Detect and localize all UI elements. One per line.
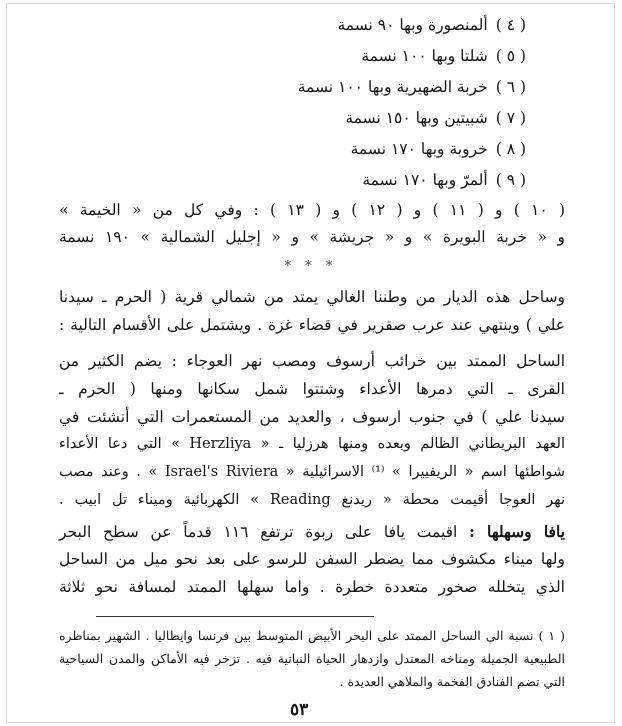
coast-line-1: الساحل الممتد بين خرائب أرسوف ومصب نهر العوجاء : يضم الكثير من [59,352,565,370]
section-separator: * * * [284,259,338,274]
footnote-line-1: ( ١ ) نسبة الى الساحل الممتد على البحر الأبيض المتوسط بين فرنسا وايطاليا . الشهير بمناظره [59,628,565,643]
villages-line-1: ( ١٠ ) و ( ١١ ) و ( ١٢ ) و ( ١٣ ) : وفي كل من « الخيمة » [59,201,565,219]
intro-line-1: وساحل هذه الديار من وطننا الغالي يمتد من شمالي قرية ( الحرم ـ سيدنا [59,288,565,306]
page-number: ٥٣ [290,700,309,720]
jaffa-heading: يافا وسهلها : [469,522,565,541]
list-item: ( ٩ )ألمرّ وبها ١٧٠ نسمة [362,171,526,189]
list-item: ( ٧ )شبيتين وبها ١٥٠ نسمة [345,109,526,127]
footnote-line-2: الطبيعية الجميلة ومناخه المعتدل وازدهار الحياة النباتية فيه . تزخر فيه الأماكن والمدن السياحية [59,651,565,666]
jaffa-line-1: يافا وسهلها : اقيمت يافا على ربوة ترتفع ١١٦ قدماً عن سطح البحر [59,522,565,541]
villages-line-2: و « خربة البويرة » و « جريشة » و « إجليل الشمالية » ١٩٠ نسمة [59,228,565,246]
villages-list [298,10,526,196]
intro-line-2: علي ) وينتهي عند عرب صقرير في قضاء غزة . ويشتمل على الأقسام التالية : [59,316,565,334]
coast-line-2: القرى ـ التي دمرها الأعداء وشتتوا شمل سكانها ومنها ( الحرم ـ [59,380,565,398]
footnote-line-3: التي تضم الفنادق الفخمة والملاهي العديدة . [339,674,565,689]
list-item: ( ٤ )ألمنصورة وبها ٩٠ نسمة [337,16,526,34]
list-item: ( ٦ )خربة الضهيرية وبها ١٠٠ نسمة [297,78,526,96]
coast-line-6: نهر العوجا أقيمت محطة « ريدنغ Reading » الكهربائية وميناء تل ابيب . [59,492,565,508]
coast-line-4: العهد البريطاني الظالم وبعده ومنها هرزليا ـ « Herzliya » التي دعا الأعداء [59,436,565,452]
coast-line-3: سيدنا علي ) في جنوب ارسوف ، والعديد من المستعمرات التي أنشئت في [59,408,565,426]
list-item: ( ٨ )خروبة وبها ١٧٠ نسمة [350,140,526,158]
jaffa-line-3: الذي يتخلله صخور متعددة خطرة . واما سهلها الممتد لمسافة نحو ثلاثة [59,578,565,596]
jaffa-line-2: ولها ميناء مكشوف مما يضطر السفن للرسو على بعد نحو ميل من الساحل [59,550,565,568]
footnote-divider [96,616,374,617]
list-item: ( ٥ )شلتا وبها ١٠٠ نسمة [361,47,526,65]
coast-line-5: شواطئها اسم « الريفييرا » ⁽¹⁾ الاسرائيلية « Israel's Riviera » . وعند مصب [59,464,566,480]
